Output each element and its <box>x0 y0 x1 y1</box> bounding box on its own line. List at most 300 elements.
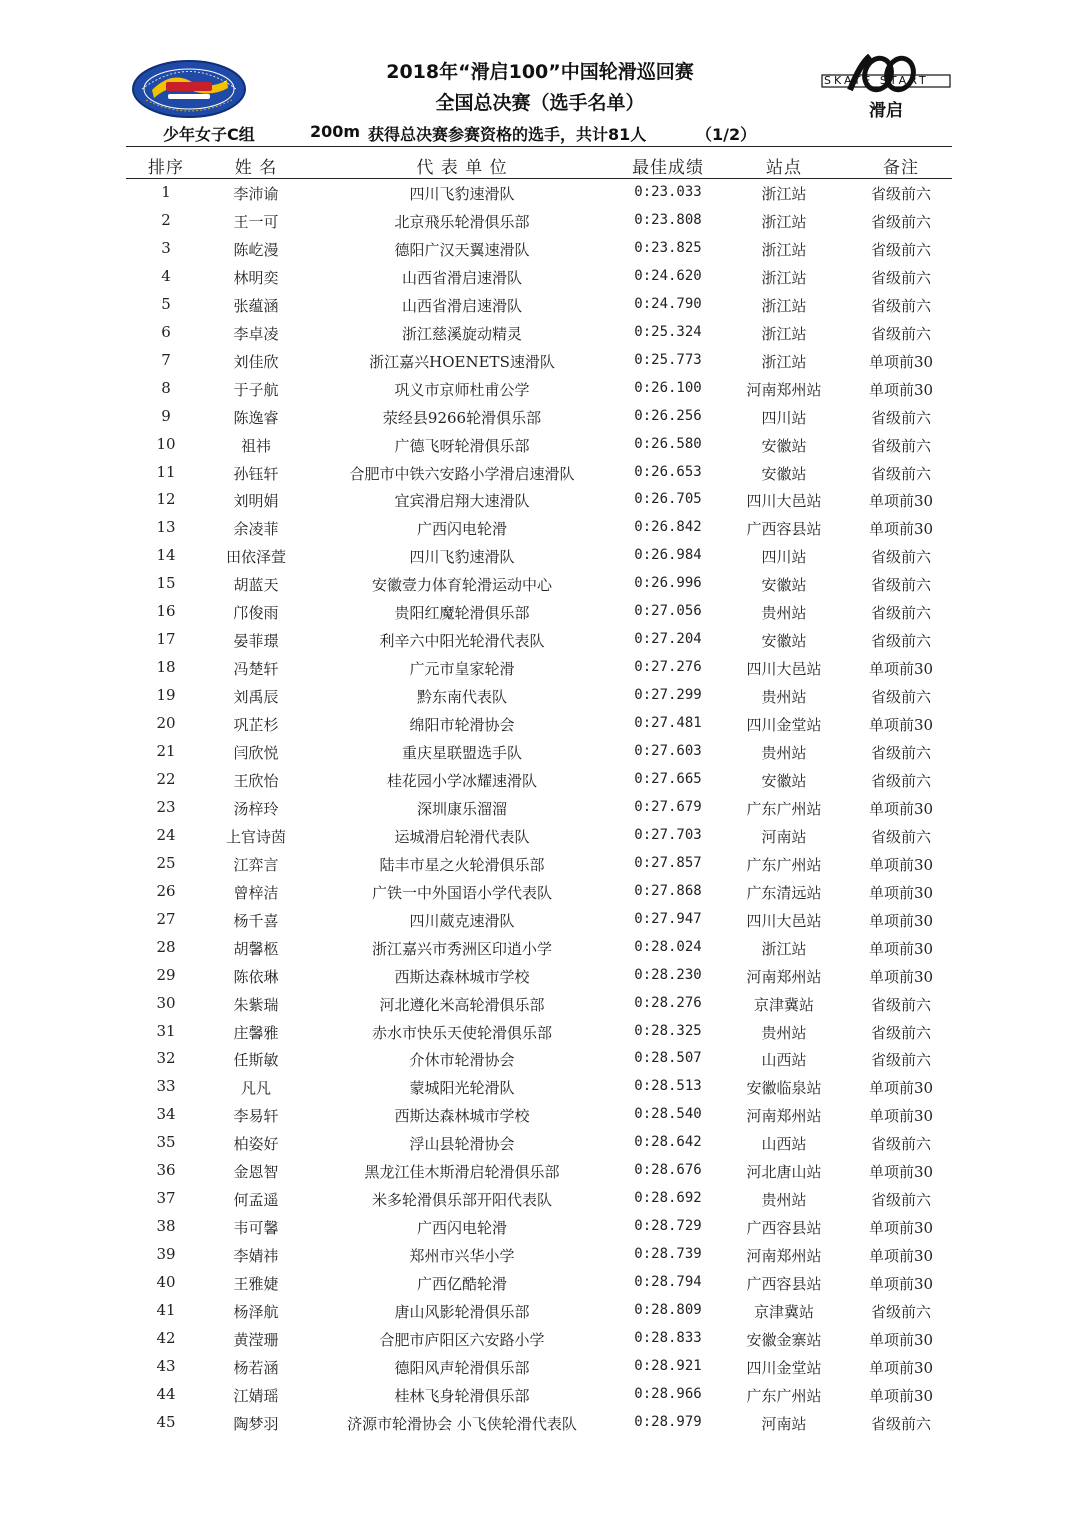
best-time-cell: 0:27.276 <box>634 659 702 676</box>
table-row <box>0 320 1080 348</box>
athlete-name-cell: 陈屹漫 <box>233 240 279 259</box>
table-row <box>0 823 1080 851</box>
rank-cell: 40 <box>156 1273 176 1292</box>
athlete-name-cell: 江婧瑶 <box>233 1386 279 1405</box>
athlete-name-cell: 杨若涵 <box>233 1358 279 1377</box>
rank-cell: 27 <box>156 909 176 928</box>
table-row <box>0 404 1080 432</box>
station-cell: 山西站 <box>761 1135 807 1154</box>
rank-cell: 21 <box>156 742 176 760</box>
remark-cell: 省级前六 <box>870 1414 931 1433</box>
table-row <box>0 795 1080 823</box>
athlete-name-cell: 朱紫瑞 <box>233 995 279 1014</box>
station-cell: 河南郑州站 <box>746 967 822 986</box>
station-cell: 安徽站 <box>761 436 807 455</box>
team-cell: 蒙城阳光轮滑队 <box>409 1079 515 1098</box>
athlete-name-cell: 冯楚轩 <box>233 660 279 679</box>
remark-cell: 单项前30 <box>868 1386 934 1405</box>
document-subtitle: 全国总决赛（选手名单） <box>435 92 645 114</box>
station-cell: 浙江站 <box>761 324 807 343</box>
rank-cell: 11 <box>156 462 176 481</box>
station-cell: 浙江站 <box>761 212 807 231</box>
remark-cell: 单项前30 <box>868 492 934 511</box>
best-time-cell: 0:26.100 <box>634 379 702 396</box>
table-row <box>0 1382 1080 1410</box>
remark-cell: 省级前六 <box>870 995 931 1014</box>
category-line <box>0 120 1080 146</box>
best-time-cell: 0:28.507 <box>634 1050 702 1067</box>
rank-cell: 7 <box>161 350 171 369</box>
team-cell: 浮山县轮滑协会 <box>409 1135 515 1154</box>
best-time-cell: 0:27.056 <box>634 603 702 620</box>
best-time-cell: 0:27.204 <box>634 631 702 648</box>
table-row <box>0 683 1080 711</box>
rank-cell: 31 <box>156 1021 176 1040</box>
station-cell: 贵州站 <box>761 604 807 623</box>
team-cell: 安徽壹力体育轮滑运动中心 <box>371 576 552 595</box>
table-row <box>0 1242 1080 1270</box>
station-cell: 广东广州站 <box>746 799 822 818</box>
team-cell: 郑州市兴华小学 <box>409 1247 515 1266</box>
remark-cell: 单项前30 <box>868 660 934 679</box>
rank-cell: 5 <box>161 294 171 313</box>
remark-cell: 省级前六 <box>870 408 931 427</box>
table-row <box>0 515 1080 543</box>
athlete-name-cell: 柏姿好 <box>233 1135 279 1154</box>
best-time-cell: 0:24.620 <box>634 267 702 284</box>
team-cell: 深圳康乐溜溜 <box>416 799 507 818</box>
remark-cell: 单项前30 <box>868 939 934 958</box>
rank-cell: 44 <box>156 1384 176 1403</box>
rank-cell: 35 <box>156 1133 176 1152</box>
team-cell: 赤水市快乐天使轮滑俱乐部 <box>371 1023 552 1042</box>
remark-cell: 省级前六 <box>870 212 931 231</box>
team-cell: 广德飞呀轮滑俱乐部 <box>394 436 530 455</box>
rank-cell: 43 <box>156 1356 176 1375</box>
remark-cell: 单项前30 <box>868 1358 934 1377</box>
remark-cell: 单项前30 <box>868 799 934 818</box>
remark-cell: 省级前六 <box>870 268 931 287</box>
best-time-cell: 0:28.739 <box>634 1246 702 1263</box>
team-cell: 利辛六中阳光轮滑代表队 <box>379 632 545 651</box>
team-cell: 运城滑启轮滑代表队 <box>394 827 530 846</box>
team-cell: 桂林飞身轮滑俱乐部 <box>394 1386 530 1405</box>
station-cell: 山西站 <box>761 1051 807 1070</box>
station-cell: 四川站 <box>761 548 807 567</box>
logo-english-text: SKATE START <box>824 74 929 87</box>
best-time-cell: 0:25.773 <box>634 351 702 368</box>
best-time-cell: 0:26.580 <box>634 435 702 452</box>
athlete-name-cell: 凡凡 <box>240 1079 271 1098</box>
athlete-name-cell: 刘佳欣 <box>233 352 279 371</box>
table-row <box>0 487 1080 515</box>
athlete-name-cell: 晏菲璟 <box>233 632 279 651</box>
table-row <box>0 543 1080 571</box>
table-row <box>0 935 1080 963</box>
remark-cell: 单项前30 <box>868 520 934 539</box>
rank-cell: 38 <box>156 1217 176 1236</box>
table-row <box>0 236 1080 264</box>
team-cell: 四川飞豹速滑队 <box>409 185 515 203</box>
remark-cell: 省级前六 <box>870 1135 931 1154</box>
best-time-cell: 0:28.921 <box>634 1357 702 1374</box>
athlete-name-cell: 黄滢珊 <box>233 1330 279 1349</box>
athlete-name-cell: 李沛谕 <box>233 185 279 203</box>
athlete-name-cell: 杨千喜 <box>233 911 279 930</box>
best-time-cell: 0:28.966 <box>634 1385 702 1402</box>
athlete-name-cell: 田依泽萱 <box>225 548 286 567</box>
best-time-cell: 0:28.642 <box>634 1134 702 1151</box>
rank-cell: 36 <box>156 1161 176 1180</box>
team-cell: 合肥市庐阳区六安路小学 <box>379 1330 545 1349</box>
rank-cell: 25 <box>156 853 176 872</box>
table-row <box>0 376 1080 404</box>
table-row <box>0 1158 1080 1186</box>
team-cell: 广西闪电轮滑 <box>416 520 507 539</box>
team-cell: 贵阳红魔轮滑俱乐部 <box>394 604 530 623</box>
header-best-time: 最佳成绩 <box>632 158 704 178</box>
best-time-cell: 0:27.481 <box>634 715 702 732</box>
best-time-cell: 0:26.996 <box>634 575 702 592</box>
athlete-name-cell: 江弈言 <box>233 855 279 874</box>
rank-cell: 2 <box>161 210 171 229</box>
rank-cell: 15 <box>156 574 176 593</box>
header-station: 站点 <box>766 158 802 178</box>
station-cell: 浙江站 <box>761 240 807 259</box>
table-row <box>0 1130 1080 1158</box>
team-cell: 巩义市京师杜甫公学 <box>394 380 530 399</box>
station-cell: 广西容县站 <box>746 1275 822 1294</box>
remark-cell: 单项前30 <box>868 352 934 371</box>
best-time-cell: 0:26.842 <box>634 519 702 536</box>
athlete-name-cell: 上官诗茵 <box>225 827 286 846</box>
athlete-name-cell: 张蕴涵 <box>233 296 279 315</box>
table-row <box>0 432 1080 460</box>
table-row <box>0 348 1080 376</box>
station-cell: 贵州站 <box>761 1191 807 1210</box>
athlete-name-cell: 王欣怡 <box>233 771 279 790</box>
rank-cell: 28 <box>156 937 176 956</box>
best-time-cell: 0:28.692 <box>634 1190 702 1207</box>
athlete-name-cell: 金恩智 <box>233 1163 279 1182</box>
athlete-name-cell: 孙钰轩 <box>233 464 279 483</box>
table-row <box>0 1186 1080 1214</box>
team-cell: 山西省滑启速滑队 <box>401 268 522 287</box>
rank-cell: 33 <box>156 1077 176 1096</box>
team-cell: 唐山风影轮滑俱乐部 <box>394 1303 530 1321</box>
rank-cell: 12 <box>156 490 176 509</box>
remark-cell: 省级前六 <box>870 1303 931 1321</box>
table-row <box>0 208 1080 236</box>
remark-cell: 单项前30 <box>868 883 934 902</box>
team-cell: 西斯达森林城市学校 <box>394 967 530 986</box>
header-name: 姓 名 <box>234 158 278 178</box>
team-cell: 济源市轮滑协会 小飞侠轮滑代表队 <box>347 1414 577 1433</box>
station-cell: 河南郑州站 <box>746 1107 822 1126</box>
remark-cell: 省级前六 <box>870 771 931 790</box>
station-cell: 京津冀站 <box>753 995 814 1014</box>
remark-cell: 单项前30 <box>868 1163 934 1182</box>
table-row <box>0 767 1080 795</box>
remark-cell: 省级前六 <box>870 1191 931 1210</box>
remark-cell: 省级前六 <box>870 688 931 707</box>
station-cell: 贵州站 <box>761 688 807 707</box>
header-unit: 代 表 单 位 <box>416 158 508 178</box>
rank-cell: 24 <box>156 825 176 844</box>
athlete-name-cell: 祖祎 <box>240 436 271 455</box>
athlete-name-cell: 邝俊雨 <box>233 604 279 623</box>
table-row <box>0 180 1080 208</box>
table-row <box>0 292 1080 320</box>
rank-cell: 1 <box>161 183 171 201</box>
athlete-name-cell: 胡蓝天 <box>233 576 279 595</box>
rank-cell: 26 <box>156 881 176 900</box>
team-cell: 浙江嘉兴HOENETS速滑队 <box>369 352 555 371</box>
remark-cell: 省级前六 <box>870 1023 931 1042</box>
station-cell: 安徽站 <box>761 464 807 483</box>
table-row <box>0 1298 1080 1326</box>
remark-cell: 单项前30 <box>868 911 934 930</box>
best-time-cell: 0:26.256 <box>634 407 702 424</box>
station-cell: 河南郑州站 <box>746 380 822 399</box>
station-cell: 河北唐山站 <box>746 1163 822 1182</box>
team-cell: 陆丰市星之火轮滑俱乐部 <box>379 855 545 874</box>
remark-cell: 省级前六 <box>870 744 931 762</box>
rank-cell: 39 <box>156 1245 176 1264</box>
best-time-cell: 0:28.833 <box>634 1329 702 1346</box>
table-row <box>0 264 1080 292</box>
station-cell: 安徽站 <box>761 771 807 790</box>
athlete-name-cell: 刘明娟 <box>233 492 279 511</box>
table-row <box>0 851 1080 879</box>
table-row <box>0 1326 1080 1354</box>
team-cell: 浙江慈溪旋动精灵 <box>401 324 522 343</box>
best-time-cell: 0:28.979 <box>634 1413 702 1430</box>
table-row <box>0 879 1080 907</box>
athlete-name-cell: 王一可 <box>233 212 279 231</box>
remark-cell: 省级前六 <box>870 296 931 315</box>
remark-cell: 省级前六 <box>870 240 931 259</box>
remark-cell: 省级前六 <box>870 604 931 623</box>
athlete-name-cell: 余凌菲 <box>233 520 279 539</box>
rank-cell: 32 <box>156 1049 176 1068</box>
station-cell: 河南站 <box>761 1414 807 1433</box>
remark-cell: 单项前30 <box>868 380 934 399</box>
qualification-description: 获得总决赛参赛资格的选手，共计81人 <box>368 125 647 144</box>
team-cell: 绵阳市轮滑协会 <box>409 716 515 735</box>
team-cell: 合肥市中铁六安路小学滑启速滑队 <box>349 464 575 483</box>
remark-cell: 单项前30 <box>868 1275 934 1294</box>
best-time-cell: 0:28.325 <box>634 1022 702 1039</box>
team-cell: 四川飞豹速滑队 <box>409 548 515 567</box>
rank-cell: 18 <box>156 658 176 677</box>
header-rank: 排序 <box>148 158 184 178</box>
athlete-name-cell: 李易轩 <box>233 1107 279 1126</box>
best-time-cell: 0:28.513 <box>634 1078 702 1095</box>
team-cell: 北京飛乐轮滑俱乐部 <box>394 212 530 231</box>
athlete-name-cell: 陶梦羽 <box>233 1414 279 1433</box>
table-row <box>0 1046 1080 1074</box>
team-cell: 荥经县9266轮滑俱乐部 <box>382 408 542 427</box>
athlete-name-cell: 韦可馨 <box>233 1219 279 1238</box>
rank-cell: 17 <box>156 630 176 649</box>
logo-chinese-text: 滑启 <box>869 101 903 120</box>
athlete-name-cell: 庄馨雅 <box>233 1023 279 1042</box>
table-row <box>0 711 1080 739</box>
table-row <box>0 1102 1080 1130</box>
table-row <box>0 739 1080 767</box>
station-cell: 浙江站 <box>761 268 807 287</box>
station-cell: 广西容县站 <box>746 1219 822 1238</box>
table-row <box>0 1270 1080 1298</box>
rank-cell: 3 <box>161 238 171 257</box>
rank-cell: 13 <box>156 518 176 537</box>
rank-cell: 22 <box>156 769 176 788</box>
document-title: 2018年“滑启100”中国轮滑巡回赛 <box>386 61 694 83</box>
best-time-cell: 0:23.033 <box>634 184 702 200</box>
team-cell: 广西闪电轮滑 <box>416 1219 507 1238</box>
best-time-cell: 0:28.276 <box>634 994 702 1011</box>
team-cell: 德阳风声轮滑俱乐部 <box>394 1358 530 1377</box>
station-cell: 京津冀站 <box>753 1303 814 1321</box>
table-header-rule <box>126 178 952 179</box>
station-cell: 安徽站 <box>761 632 807 651</box>
station-cell: 四川大邑站 <box>746 911 822 930</box>
team-cell: 浙江嘉兴市秀洲区印逍小学 <box>371 939 552 958</box>
table-row <box>0 1354 1080 1382</box>
best-time-cell: 0:28.729 <box>634 1218 702 1235</box>
rank-cell: 41 <box>156 1301 176 1319</box>
athlete-name-cell: 陈逸睿 <box>233 408 279 427</box>
rank-cell: 23 <box>156 797 176 816</box>
remark-cell: 单项前30 <box>868 967 934 986</box>
athlete-name-cell: 胡馨柩 <box>233 939 279 958</box>
athlete-name-cell: 何孟遥 <box>233 1191 279 1210</box>
athlete-name-cell: 刘禹辰 <box>233 688 279 707</box>
table-row <box>0 991 1080 1019</box>
rank-cell: 16 <box>156 602 176 621</box>
best-time-cell: 0:25.324 <box>634 323 702 340</box>
rank-cell: 30 <box>156 993 176 1012</box>
remark-cell: 省级前六 <box>870 185 931 203</box>
station-cell: 浙江站 <box>761 939 807 958</box>
header-remark: 备注 <box>883 158 919 178</box>
athlete-name-cell: 于子航 <box>233 380 279 399</box>
remark-cell: 单项前30 <box>868 1219 934 1238</box>
station-cell: 广东广州站 <box>746 1386 822 1405</box>
station-cell: 广东清远站 <box>746 883 822 902</box>
team-cell: 介休市轮滑协会 <box>409 1051 515 1070</box>
team-cell: 重庆星联盟选手队 <box>401 744 522 762</box>
rank-cell: 14 <box>156 546 176 565</box>
best-time-cell: 0:27.299 <box>634 687 702 704</box>
team-cell: 西斯达森林城市学校 <box>394 1107 530 1126</box>
team-cell: 黔东南代表队 <box>416 688 507 707</box>
table-header <box>0 149 1080 177</box>
table-row <box>0 1074 1080 1102</box>
best-time-cell: 0:28.540 <box>634 1106 702 1123</box>
rank-cell: 6 <box>161 322 171 341</box>
athlete-name-cell: 巩芷杉 <box>233 716 279 735</box>
rank-cell: 20 <box>156 714 176 733</box>
team-cell: 四川葳克速滑队 <box>409 911 515 930</box>
best-time-cell: 0:28.676 <box>634 1162 702 1179</box>
station-cell: 四川大邑站 <box>746 660 822 679</box>
athlete-name-cell: 闫欣悦 <box>233 744 279 762</box>
team-cell: 桂花园小学冰耀速滑队 <box>386 771 537 790</box>
rank-cell: 10 <box>156 434 176 453</box>
station-cell: 河南站 <box>761 827 807 846</box>
table-row <box>0 571 1080 599</box>
athlete-name-cell: 李婧祎 <box>233 1247 279 1266</box>
team-cell: 米多轮滑俱乐部开阳代表队 <box>371 1191 552 1210</box>
best-time-cell: 0:26.653 <box>634 463 702 480</box>
team-cell: 德阳广汉天翼速滑队 <box>394 240 530 259</box>
athlete-name-cell: 曾梓洁 <box>233 883 279 902</box>
best-time-cell: 0:27.703 <box>634 826 702 843</box>
station-cell: 浙江站 <box>761 185 807 203</box>
best-time-cell: 0:27.679 <box>634 798 702 815</box>
table-row <box>0 460 1080 488</box>
remark-cell: 省级前六 <box>870 324 931 343</box>
best-time-cell: 0:28.794 <box>634 1274 702 1291</box>
best-time-cell: 0:28.024 <box>634 938 702 955</box>
athlete-name-cell: 陈依琳 <box>233 967 279 986</box>
remark-cell: 省级前六 <box>870 1051 931 1070</box>
team-cell: 宜宾滑启翔大速滑队 <box>394 492 530 511</box>
table-row <box>0 599 1080 627</box>
rank-cell: 45 <box>156 1412 176 1431</box>
rank-cell: 42 <box>156 1328 176 1347</box>
table-row <box>0 655 1080 683</box>
table-row <box>0 1410 1080 1438</box>
athlete-name-cell: 汤梓玲 <box>233 799 279 818</box>
team-cell: 广元市皇家轮滑 <box>409 660 515 679</box>
remark-cell: 省级前六 <box>870 632 931 651</box>
team-cell: 广铁一中外国语小学代表队 <box>371 883 552 902</box>
best-time-cell: 0:28.809 <box>634 1302 702 1318</box>
rank-cell: 9 <box>161 406 171 425</box>
rank-cell: 29 <box>156 965 176 984</box>
station-cell: 四川站 <box>761 408 807 427</box>
event-distance-label: 200m <box>310 122 361 141</box>
best-time-cell: 0:28.230 <box>634 966 702 983</box>
age-group-label: 少年女子C组 <box>163 125 255 144</box>
remark-cell: 单项前30 <box>868 1330 934 1349</box>
best-time-cell: 0:26.705 <box>634 491 702 508</box>
best-time-cell: 0:26.984 <box>634 547 702 564</box>
athlete-name-cell: 任斯敏 <box>233 1051 279 1070</box>
page-indicator: （1/2） <box>696 125 757 144</box>
station-cell: 浙江站 <box>761 352 807 371</box>
rank-cell: 8 <box>161 378 171 397</box>
rank-cell: 37 <box>156 1189 176 1208</box>
best-time-cell: 0:23.825 <box>634 239 702 256</box>
station-cell: 安徽站 <box>761 576 807 595</box>
remark-cell: 省级前六 <box>870 548 931 567</box>
best-time-cell: 0:24.790 <box>634 295 702 312</box>
best-time-cell: 0:27.857 <box>634 854 702 871</box>
remark-cell: 单项前30 <box>868 1247 934 1266</box>
best-time-cell: 0:27.868 <box>634 882 702 899</box>
best-time-cell: 0:27.603 <box>634 743 702 759</box>
station-cell: 四川金堂站 <box>746 1358 822 1377</box>
best-time-cell: 0:27.665 <box>634 770 702 787</box>
rank-cell: 4 <box>161 266 171 285</box>
remark-cell: 省级前六 <box>870 827 931 846</box>
remark-cell: 省级前六 <box>870 436 931 455</box>
remark-cell: 单项前30 <box>868 1079 934 1098</box>
